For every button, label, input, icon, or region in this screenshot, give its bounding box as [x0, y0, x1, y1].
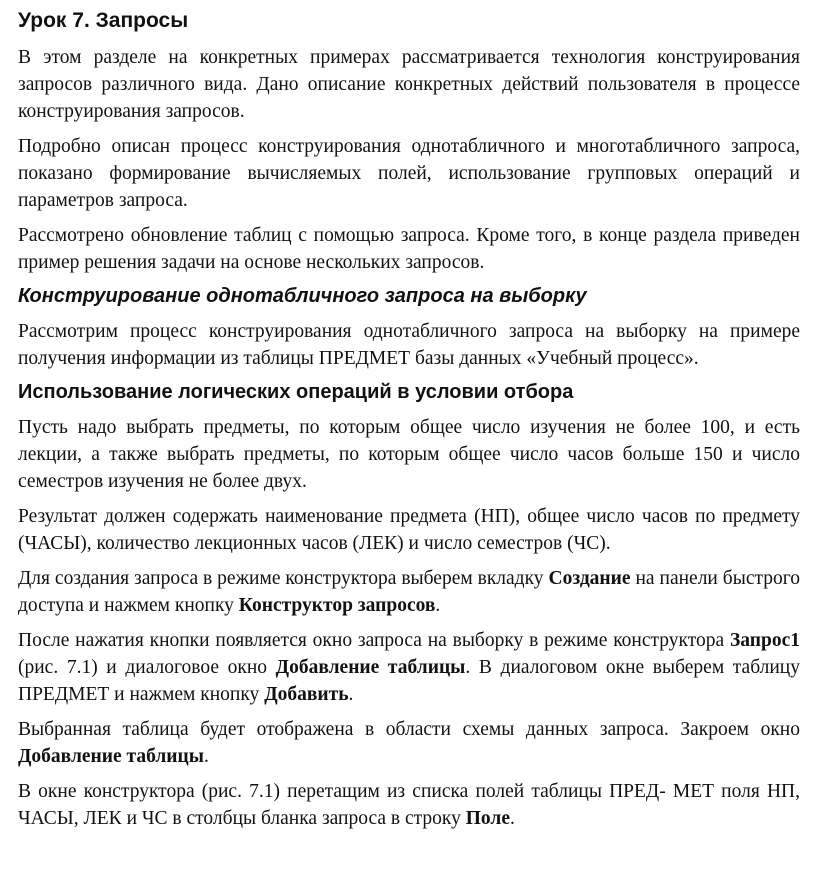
text-run: . В диалоговом окне выберем таблицу ПРЕДМЕТ и нажмем кнопку [18, 657, 800, 705]
text-run: . [204, 746, 209, 767]
text-run: В окне конструктора (рис. 7.1) перетащим из списка полей таблицы ПРЕД- МЕТ поля НП, ЧАСЫ, ЛЕК и ЧС в столбцы бланка запроса в строку [18, 781, 800, 829]
bold-term-add-button: Добавить [264, 684, 349, 705]
section1-paragraph: Рассмотрим процесс конструирования однотабличного запроса на выборку на примере получения информации из таблицы ПРЕДМЕТ базы данных «Учебный процесс». [18, 321, 800, 369]
bold-term-field-row: Поле [465, 808, 510, 829]
bold-term-add-table-window: Добавление таблицы [18, 746, 205, 767]
bold-term-add-table-dialog: Добавление таблицы [275, 657, 466, 678]
section2-paragraph-5 [18, 716, 800, 770]
text-run: После нажатия кнопки появляется окно запроса на выборку в режиме конструктора [18, 630, 730, 651]
bold-term-query1: Запрос1 [729, 630, 800, 651]
lesson-title: Урок 7. Запросы [18, 9, 189, 32]
intro-paragraph-3: Рассмотрено обновление таблиц с помощью запроса. Кроме того, в конце раздела приведен пример решения задачи на основе нескольких запросов. [18, 225, 800, 273]
bold-term-create-tab: Создание [548, 568, 631, 589]
text-run: (рис. 7.1) и диалоговое окно [18, 657, 276, 678]
section-heading-single-table-query: Конструирование однотабличного запроса на выборку [18, 285, 587, 307]
intro-paragraph-2: Подробно описан процесс конструирования однотабличного и многотабличного запроса, показано формирование вычисляемых полей, использование групповых операций и параметров запроса. [18, 136, 800, 211]
text-run: . [348, 684, 354, 705]
intro-paragraph-1: В этом разделе на конкретных примерах рассматривается технология конструирования запросов различного вида. Дано описание конкретных действий пользователя в процессе конструирования запросов. [18, 47, 800, 122]
section2-paragraph-4 [18, 627, 800, 708]
text-run: . [435, 595, 441, 616]
document-page [18, 0, 800, 832]
section2-paragraph-3 [18, 565, 800, 619]
section2-paragraph-6 [18, 778, 800, 832]
text-run: на панели быстрого доступа и нажмем кнопку [18, 568, 800, 616]
text-run: Выбранная таблица будет отображена в области схемы данных запроса. Закроем окно [18, 719, 800, 740]
text-run: Для создания запроса в режиме конструктора выберем вкладку [18, 568, 549, 589]
section-heading-logical-operations: Использование логических операций в условии отбора [18, 381, 574, 403]
section2-paragraph-1: Пусть надо выбрать предметы, по которым общее число изучения не более 100, и есть лекции, а также выбрать предметы, по которым общее число часов больше 150 и число семестров изучения не более двух. [18, 417, 800, 492]
section2-paragraph-2: Результат должен содержать наименование предмета (НП), общее число часов по предмету (ЧАСЫ), количество лекционных часов (ЛЕК) и число семестров (ЧС). [18, 506, 800, 554]
bold-term-query-designer: Конструктор запросов [238, 595, 436, 616]
text-run: . [510, 808, 515, 829]
